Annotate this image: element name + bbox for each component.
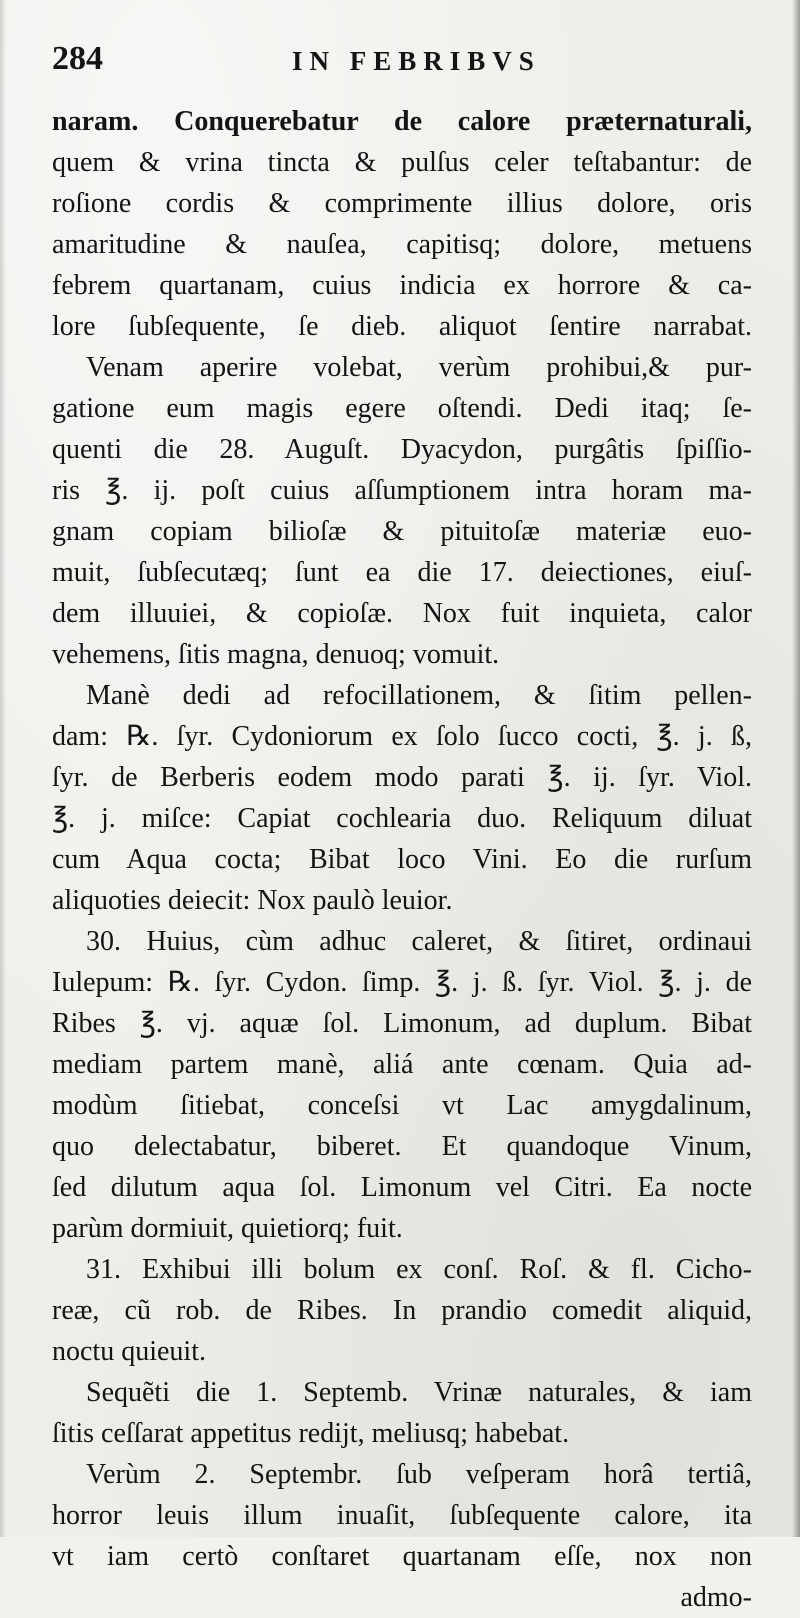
text-line: reæ, cũ rob. de Ribes. In prandio comedit aliquid,	[52, 1295, 752, 1326]
text-line: quem & vrina tincta & pulſus celer teſtabantur: de	[52, 147, 752, 178]
text-line: Verùm 2. Septembr. ſub veſperam horâ tertiâ,	[86, 1459, 752, 1490]
text-line: gatione eum magis egere oſtendi. Dedi itaq; ſe-	[52, 393, 752, 424]
catchword: admo-	[680, 1582, 752, 1613]
text-line: ſitis ceſſarat appetitus redijt, meliusq; habebat.	[52, 1418, 570, 1449]
text-line: horror leuis illum inuaſit, ſubſequente calore, ita	[52, 1500, 752, 1531]
text-line: 30. Huius, cùm adhuc caleret, & ſitiret, ordinaui	[86, 926, 752, 957]
text-block	[52, 101, 752, 1618]
text-line: ℥. j. miſce: Capiat cochlearia duo. Reliquum diluat	[52, 803, 752, 834]
text-line: ſyr. de Berberis eodem modo parati ℥. ij. ſyr. Viol.	[52, 762, 752, 793]
running-head: IN FEBRIBVS	[292, 46, 541, 76]
text-line: ris ℥. ij. poſt cuius aſſumptionem intra horam ma-	[52, 475, 752, 506]
text-line: mediam partem manè, aliá ante cœnam. Quia ad-	[52, 1049, 752, 1080]
text-line: Sequẽti die 1. Septemb. Vrinæ naturales, & iam	[86, 1377, 752, 1408]
text-line: muit, ſubſecutæq; ſunt ea die 17. deiectiones, eiuſ-	[52, 557, 752, 588]
text-line: vehemens, ſitis magna, denuoq; vomuit.	[52, 639, 500, 670]
text-line: febrem quartanam, cuius indicia ex horrore & ca-	[52, 270, 752, 301]
text-line: aliquoties deiecit: Nox paulò leuior.	[52, 885, 453, 916]
text-line: parùm dormiuit, quietiorq; fuit.	[52, 1213, 403, 1244]
text-line: amaritudine & nauſea, capitisq; dolore, metuens	[52, 229, 752, 260]
text-line: Iulepum: ℞. ſyr. Cydon. ſimp. ℥. j. ß. ſyr. Viol. ℥. j. de	[52, 967, 752, 998]
text-line: vt iam certò conſtaret quartanam eſſe, nox non	[52, 1541, 752, 1572]
text-line: cum Aqua cocta; Bibat loco Vini. Eo die rurſum	[52, 844, 752, 875]
page-left-shadow	[0, 0, 6, 1537]
text-line: modùm ſitiebat, conceſsi vt Lac amygdalinum,	[52, 1090, 752, 1121]
page-header	[52, 40, 752, 90]
text-line: dem illuuiei, & copioſæ. Nox fuit inquieta, calor	[52, 598, 752, 629]
text-line: lore ſubſequente, ſe dieb. aliquot ſentire narrabat.	[52, 311, 752, 342]
text-line: quenti die 28. Auguſt. Dyacydon, purgâtis ſpiſſio-	[52, 434, 752, 465]
text-line: 31. Exhibui illi bolum ex conſ. Roſ. & fl. Cicho-	[86, 1254, 752, 1285]
text-line: dam: ℞. ſyr. Cydoniorum ex ſolo ſucco cocti, ℥. j. ß,	[52, 721, 752, 752]
text-line: Ribes ℥. vj. aquæ ſol. Limonum, ad duplum. Bibat	[52, 1008, 752, 1039]
page-right-shadow	[792, 0, 800, 1537]
text-line: ſed dilutum aqua ſol. Limonum vel Citri. Ea nocte	[52, 1172, 752, 1203]
text-line: roſione cordis & comprimente illius dolore, oris	[52, 188, 752, 219]
text-line: quo delectabatur, biberet. Et quandoque Vinum,	[52, 1131, 752, 1162]
text-line: Manè dedi ad refocillationem, & ſitim pellen-	[86, 680, 752, 711]
text-line: naram. Conquerebatur de calore præternaturali,	[52, 106, 752, 137]
text-line: gnam copiam bilioſæ & pituitoſæ materiæ euo-	[52, 516, 752, 547]
text-line: Venam aperire volebat, verùm prohibui,& pur-	[86, 352, 752, 383]
page-number: 284	[52, 40, 103, 77]
text-line: noctu quieuit.	[52, 1336, 206, 1367]
